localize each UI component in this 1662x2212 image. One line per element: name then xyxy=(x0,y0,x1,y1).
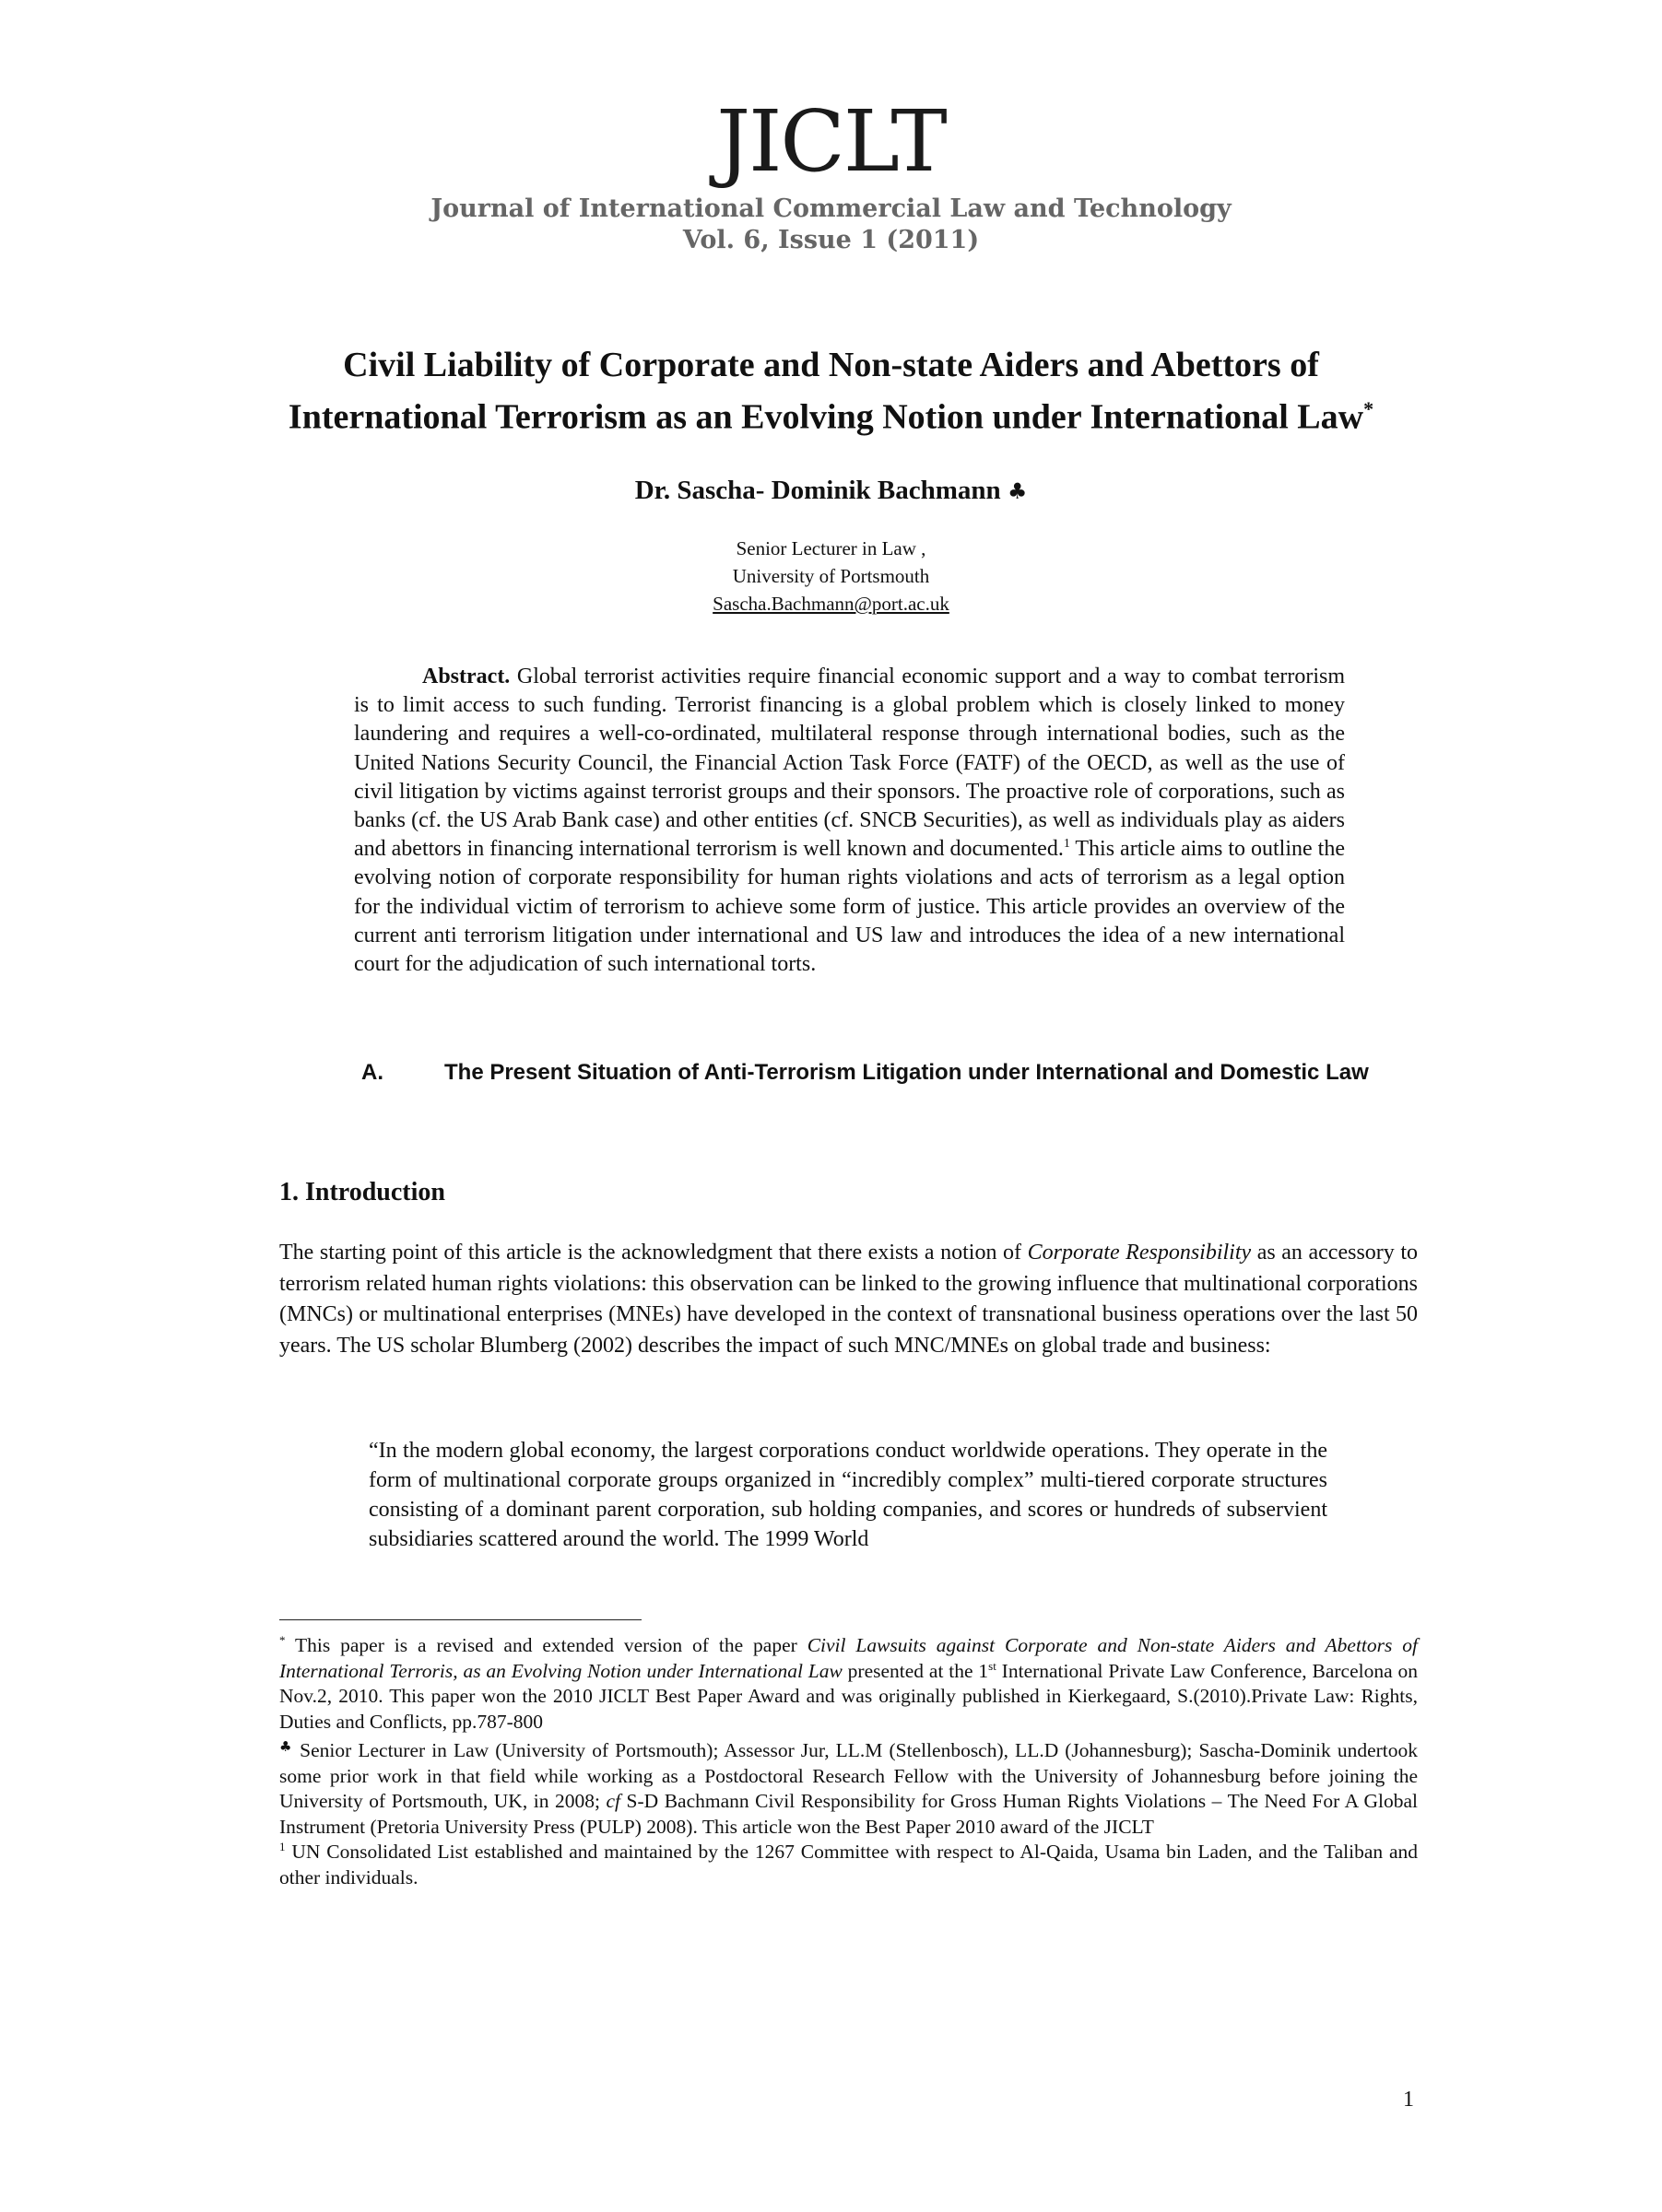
title-footnote-marker[interactable]: * xyxy=(1363,397,1374,420)
introduction-paragraph xyxy=(279,1238,1418,1361)
footnote-1-text: UN Consolidated List established and maintained by the 1267 Committee with respect to Al-Qaida, Usama bin Laden, and the Taliban and other individuals. xyxy=(279,1841,1418,1888)
footnote-club-marker: ♣ xyxy=(279,1738,294,1755)
journal-masthead xyxy=(0,194,1662,256)
footnote-1 xyxy=(279,1840,1418,1890)
article-title xyxy=(230,343,1432,440)
section-heading-a xyxy=(361,1058,1421,1087)
author-affiliation xyxy=(0,535,1662,618)
footnote-1-marker: 1 xyxy=(279,1839,286,1853)
title-line-1: Civil Liability of Corporate and Non-state Aiders and Abettors of xyxy=(343,346,1319,384)
footnote-club xyxy=(279,1735,1418,1840)
footnote-star-text-c: International Private Law Conference, Barcelona on Nov.2, 2010. This paper won the 2010 JICLT Best Paper Award and was originally published in Kierkegaard, S.(2010).Private Law: Rights, Duties and Conflicts, pp.787-800 xyxy=(279,1659,1418,1733)
footnote-star xyxy=(279,1633,1418,1735)
author-email-link[interactable]: Sascha.Bachmann@port.ac.uk xyxy=(713,593,949,615)
affiliation-org: University of Portsmouth xyxy=(732,565,930,587)
footnote-club-text: Senior Lecturer in Law (University of Portsmouth); Assessor Jur, LL.M (Stellenbosch), LL.D (Johannesburg); Sascha-Dominik undertook some prior work in that field while working as a Postdoctoral Research Fellow with the University of Johannesburg before joining the University of Portsmouth, UK, in 2008; xyxy=(279,1739,1418,1812)
intro-text-2: as an accessory to terrorism related human rights violations: this observation can be linked to the growing influence that multinational corporations (MNCs) or multinational enterprises (MNEs) have developed in the context of transnational business operations over the last 50 years. The US scholar Blumberg (2002) describes the impact of such MNC/MNEs on global trade and business: xyxy=(279,1241,1419,1358)
journal-name: Journal of International Commercial Law and Technology xyxy=(430,194,1232,223)
author-name: Dr. Sascha- Dominik Bachmann xyxy=(634,476,1001,505)
footnote-club-italic: cf xyxy=(606,1790,621,1812)
section-label: A. xyxy=(361,1060,383,1085)
journal-logo: JICLT xyxy=(716,92,946,191)
abstract xyxy=(354,663,1345,979)
affiliation-role: Senior Lecturer in Law , xyxy=(736,537,926,559)
footnote-star-marker: * xyxy=(279,1632,286,1647)
footnote-star-italic: Civil Lawsuits against Corporate and Non-state Aiders and Abettors of International Terroris, as an Evolving Notion under International Law xyxy=(279,1634,1418,1682)
footnote-separator xyxy=(279,1619,642,1620)
abstract-text: Global terrorist activities require financial economic support and a way to combat terrorism is to limit access to such funding. Terrorist financing is a global problem which is closely linked to money laundering and requires a well-co-ordinated, multilateral response through international bodies, such as the United Nations Security Council, the Financial Action Task Force (FATF) of the OECD, as well as the use of civil litigation by victims against terrorist groups and their sponsors. The proactive role of corporations, such as banks (cf. the US Arab Bank case) and other entities (cf. SNCB Securities), as well as individuals play as aiders and abettors in financing international terrorism is well known and documented. xyxy=(354,665,1346,862)
block-quote: “In the modern global economy, the largest corporations conduct worldwide operations. They operate in the form of multinational corporate groups organized in “incredibly complex” multi-tiered corporate structures consisting of a dominant parent corporation, sub holding companies, and scores or hundreds of subservient subsidiaries scattered around the world. The 1999 World xyxy=(369,1439,1327,1551)
intro-text-1: The starting point of this article is the acknowledgment that there exists a notion of xyxy=(279,1241,1028,1265)
footnotes xyxy=(279,1633,1418,1890)
footnote-star-ordinal: st xyxy=(988,1658,996,1673)
abstract-text-continued: This article aims to outline the evolving notion of corporate responsibility for human rights violations and acts of terrorism as a legal option for the individual victim of terrorism to achieve some form of justice. This article provides an overview of the current anti terrorism litigation under international and US law and introduces the idea of a new international court for the adjudication of such international torts. xyxy=(354,837,1345,977)
footnote-star-text-b: presented at the 1 xyxy=(842,1659,989,1682)
section-title: The Present Situation of Anti-Terrorism Litigation under International and Domestic Law xyxy=(444,1060,1369,1085)
abstract-label: Abstract. xyxy=(422,665,511,688)
footnote-star-text: This paper is a revised and extended version of the paper xyxy=(285,1634,807,1656)
abstract-footnote-ref[interactable]: 1 xyxy=(1063,837,1070,852)
author-line xyxy=(0,476,1662,506)
introduction-heading: 1. Introduction xyxy=(279,1178,445,1206)
intro-emphasis: Corporate Responsibility xyxy=(1027,1241,1252,1265)
footnote-club-text-b: S-D Bachmann Civil Responsibility for Gross Human Rights Violations – The Need For A Global Instrument (Pretoria University Press (PULP) 2008). This article won the Best Paper 2010 award of the JICLT xyxy=(279,1790,1418,1838)
title-line-2 xyxy=(230,387,1432,440)
title-line-2-text: International Terrorism as an Evolving Notion under International Law xyxy=(288,397,1364,437)
journal-volume: Vol. 6, Issue 1 (2011) xyxy=(682,225,980,254)
author-footnote-marker[interactable]: ♣ xyxy=(1007,478,1028,504)
page-number: 1 xyxy=(1403,2088,1414,2112)
